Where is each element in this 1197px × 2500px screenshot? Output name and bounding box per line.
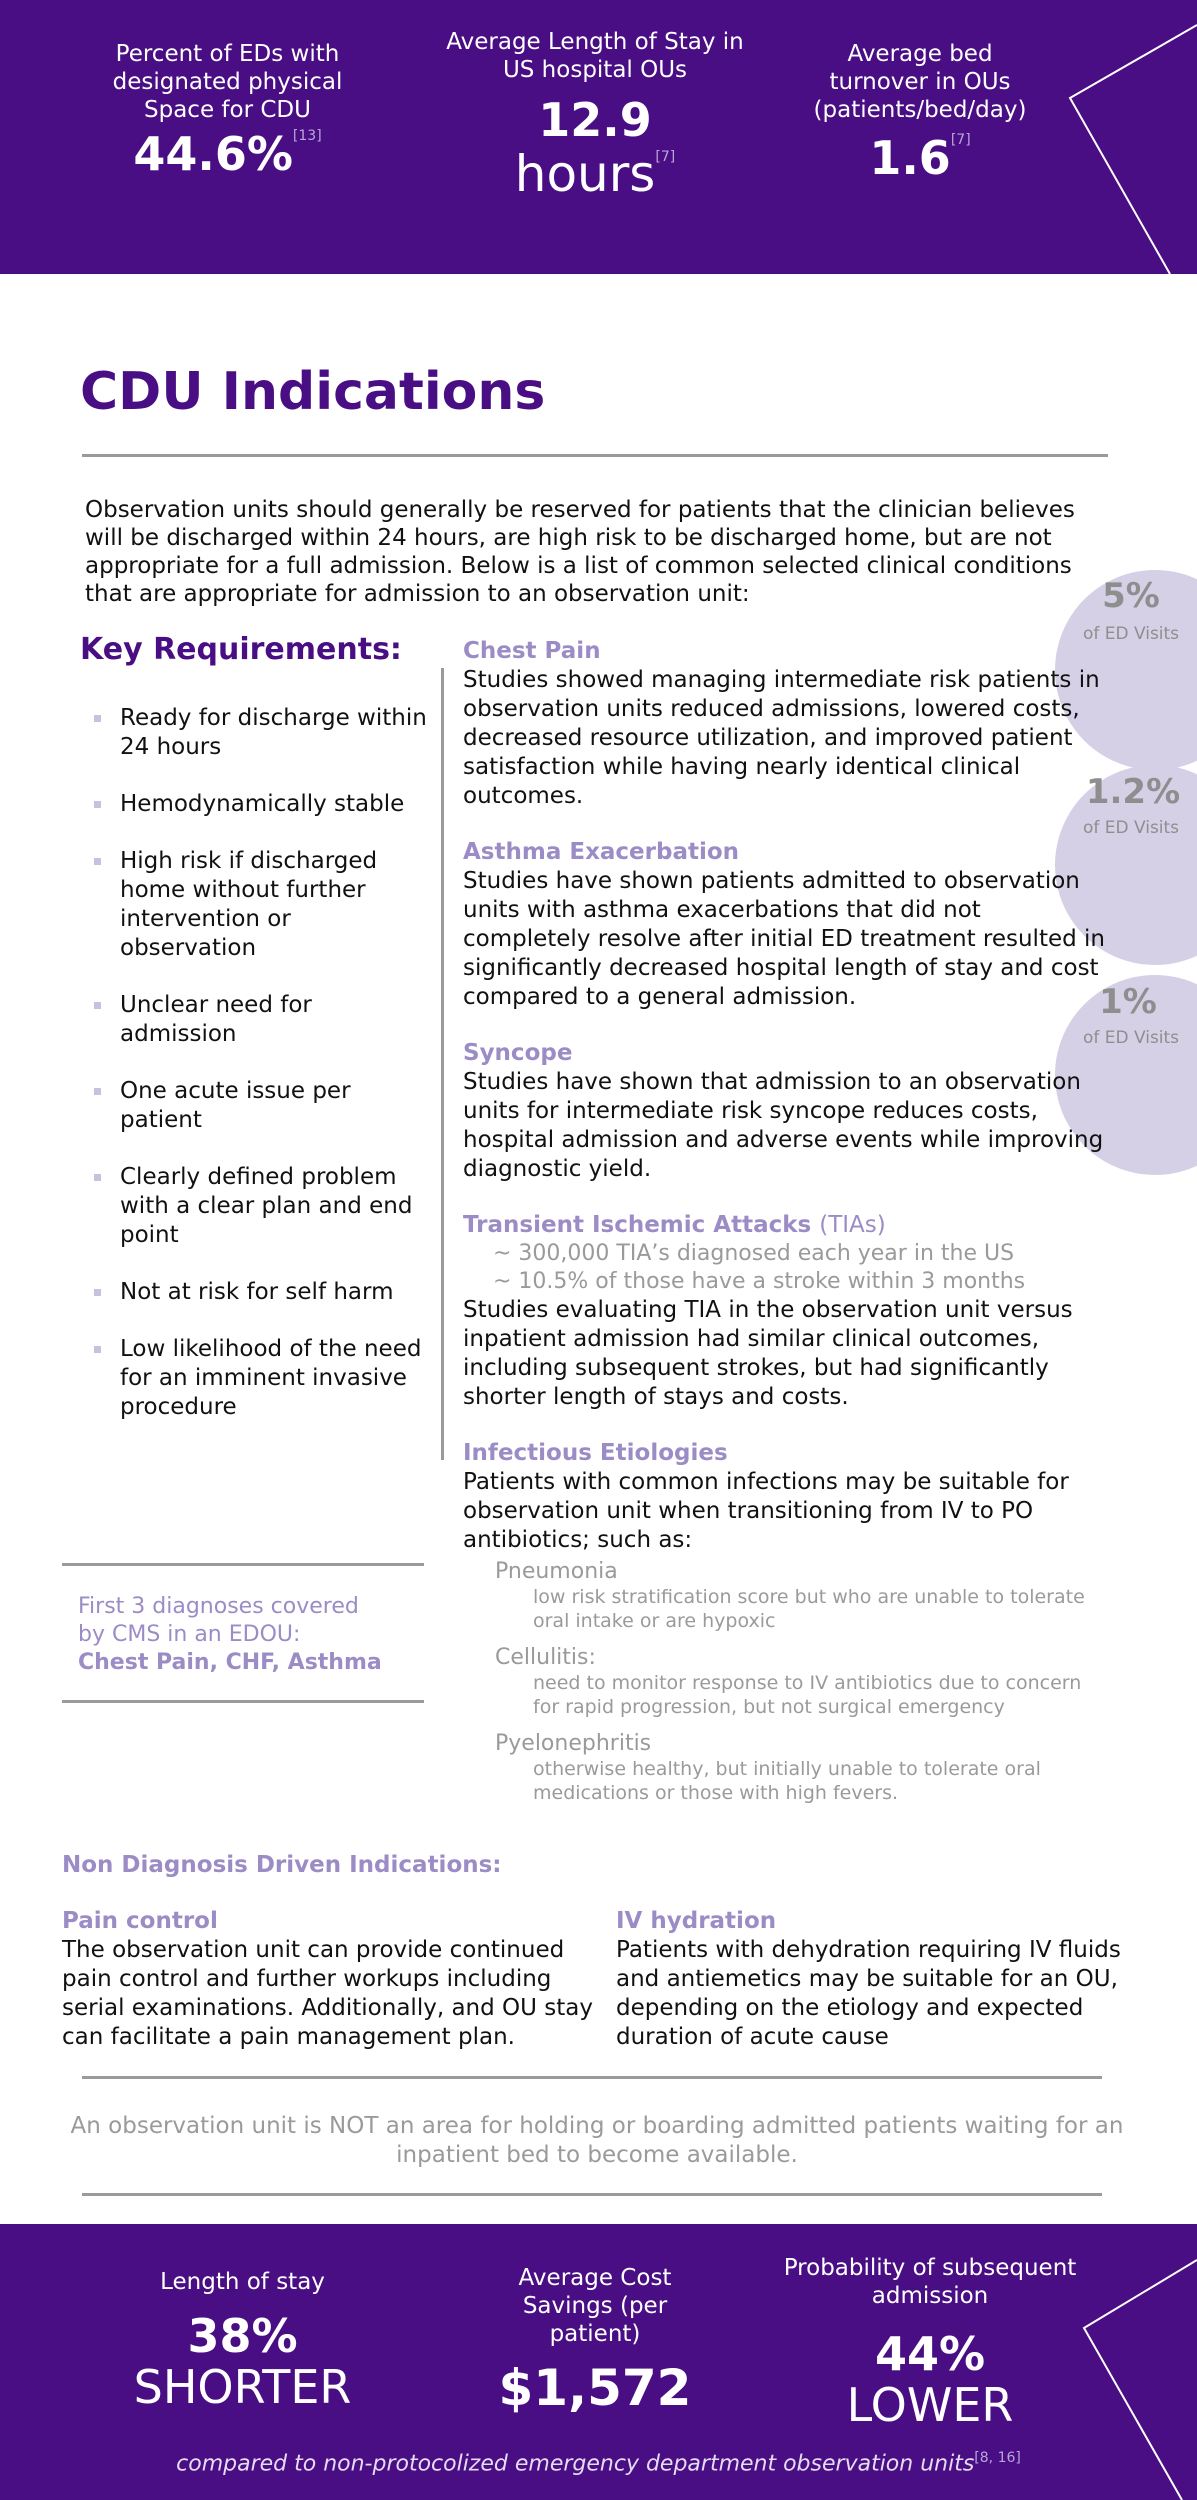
- stat-admission-lower-label: Probability of subsequent admission: [783, 2255, 1077, 2309]
- warning-text: An observation unit is NOT an area for holding or boarding admitted patients waiting for an inpatient bed to become available.: [70, 2113, 1124, 2168]
- requirements-list: [82, 704, 432, 1450]
- asthma-pct: 1.2%: [1085, 772, 1181, 812]
- tia-text: Studies evaluating TIA in the observation unit versus inpatient admission had similar clinical outcomes, including subsequent strokes, but had significantly shorter length of stays and costs.: [463, 1297, 1073, 1410]
- syncope-text: Studies have shown that admission to an observation units for intermediate risk syncope reduces costs, hospital admission and adverse events while improving diagnostic yield.: [463, 1069, 1104, 1182]
- chest-pain-pct-sub: of ED Visits: [1082, 624, 1180, 644]
- footnote-text: compared to non-protocolized emergency department observation units: [176, 2451, 975, 2477]
- iv-hydration-title: IV hydration: [616, 1908, 777, 1934]
- syncope-title: Syncope: [463, 1040, 573, 1066]
- requirement-item: One acute issue per patient: [82, 1077, 432, 1135]
- cms-note: [78, 1593, 428, 1677]
- syncope-pct: 1%: [1099, 982, 1157, 1022]
- stat-cost-savings: [460, 2264, 730, 2417]
- asthma-text: Studies have shown patients admitted to observation units with asthma exacerbations that did not completely resolve after initial ED treatment resulted in significantly decreased hospital length of stay and cost compared to a general admission.: [463, 868, 1105, 1010]
- chest-pain-title: Chest Pain: [463, 638, 601, 664]
- stat-los-shorter-value: 38%: [187, 2309, 298, 2363]
- stat-turnover: [800, 40, 1040, 184]
- page-title: CDU Indications: [80, 362, 546, 422]
- iv-hydration-text: Patients with dehydration requiring IV fluids and antiemetics may be suitable for an OU, depending on the etiology and expected duration of acute cause: [616, 1937, 1121, 2050]
- chest-pain-pct: 5%: [1102, 576, 1160, 616]
- tia-stat-1: ~ 300,000 TIA’s diagnosed each year in the US: [493, 1241, 1015, 1266]
- stat-los-label: Average Length of Stay in US hospital OUs: [446, 29, 744, 83]
- stat-los-shorter: [95, 2268, 390, 2412]
- infectious-title: Infectious Etiologies: [463, 1440, 728, 1466]
- infection-item-desc: need to monitor response to IV antibiotics due to concern for rapid progression, but not surgical emergency: [533, 1672, 1082, 1718]
- stat-admission-lower-value: 44%: [874, 2327, 986, 2381]
- stat-ed-space-label: Percent of EDs with designated physical Space for CDU: [112, 41, 343, 123]
- requirement-item: Not at risk for self harm: [82, 1278, 432, 1307]
- requirement-item: Clearly defined problem with a clear plan and end point: [82, 1163, 432, 1250]
- cms-note-bold: Chest Pain, CHF, Asthma: [78, 1650, 382, 1675]
- warning-bottom-divider: [82, 2193, 1102, 2196]
- stat-los-unit: hours: [514, 145, 656, 203]
- asthma-title: Asthma Exacerbation: [463, 839, 740, 865]
- cms-note-line2: by CMS in an EDOU:: [78, 1622, 301, 1647]
- column-divider: [441, 668, 444, 1460]
- requirement-item: Low likelihood of the need for an imminent invasive procedure: [82, 1335, 432, 1422]
- chest-pain-text: Studies showed managing intermediate risk patients in observation units reduced admissions, lowered costs, decreased resource utilization, and improved patient satisfaction while having nearly identical clinical outcomes.: [463, 667, 1100, 809]
- requirement-item: Hemodynamically stable: [82, 790, 432, 819]
- cms-note-line1: First 3 diagnoses covered: [78, 1594, 359, 1619]
- corner-decoration-icon: [1060, 0, 1197, 274]
- pain-control-title: Pain control: [62, 1908, 218, 1934]
- stat-turnover-label: Average bed turnover in OUs (patients/bed/day): [813, 41, 1027, 123]
- tia-title: [463, 1210, 1113, 1240]
- syncope-pct-sub: of ED Visits: [1082, 1028, 1180, 1048]
- stat-los-ref: [7]: [655, 149, 676, 165]
- requirement-item: High risk if discharged home without further intervention or observation: [82, 847, 432, 963]
- stat-admission-lower-word: LOWER: [846, 2378, 1014, 2432]
- stat-ed-space-value: 44.6%: [133, 127, 293, 181]
- infection-item-name: Pneumonia: [495, 1559, 618, 1584]
- asthma-pct-sub: of ED Visits: [1082, 818, 1180, 838]
- footnote: [0, 2450, 1197, 2476]
- stat-cost-savings-value: $1,572: [498, 2359, 692, 2417]
- infection-item-desc: low risk stratification score but who are unable to tolerate oral intake or are hypoxic: [533, 1586, 1085, 1632]
- pain-control-text: The observation unit can provide continued pain control and further workups including serial examinations. Additionally, and OU stay can facilitate a pain management plan.: [62, 1937, 593, 2050]
- iv-hydration-block: [616, 1906, 1136, 2052]
- bottom-stats-band: [0, 2224, 1197, 2500]
- stat-los-value: 12.9: [538, 93, 652, 147]
- non-diag-title: Non Diagnosis Driven Indications:: [62, 1852, 502, 1878]
- stat-turnover-ref: [7]: [950, 132, 971, 148]
- requirements-title: Key Requirements:: [80, 632, 402, 667]
- infection-item-desc: otherwise healthy, but initially unable to tolerate oral medications or those with high fevers.: [533, 1758, 1041, 1804]
- requirement-item: Unclear need for admission: [82, 991, 432, 1049]
- stat-turnover-value: 1.6: [869, 131, 951, 185]
- intro-paragraph: Observation units should generally be reserved for patients that the clinician believes will be discharged within 24 hours, are high risk to be discharged home, but are not appropriate for a full admission. Below is a list of common selected clinical conditions that are appropriate for admission to an observation unit:: [85, 497, 1075, 607]
- cms-bottom-divider: [62, 1700, 424, 1703]
- tia-abbr: (TIAs): [819, 1212, 886, 1238]
- infection-item-name: Pyelonephritis: [495, 1731, 652, 1756]
- pain-control-block: [62, 1906, 602, 2052]
- infection-item-name: Cellulitis:: [495, 1645, 596, 1670]
- stat-ed-space: [75, 40, 380, 180]
- stat-admission-lower: [780, 2254, 1080, 2430]
- requirement-item: Ready for discharge within 24 hours: [82, 704, 432, 762]
- infection-list: [463, 1559, 1113, 1805]
- top-stats-band: [0, 0, 1197, 274]
- conditions-column: [463, 636, 1113, 1805]
- tia-stat-2: ~ 10.5% of those have a stroke within 3 months: [493, 1269, 1026, 1294]
- infectious-text: Patients with common infections may be suitable for observation unit when transitioning from IV to PO antibiotics; such as:: [463, 1469, 1069, 1553]
- stat-cost-savings-label: Average Cost Savings (per patient): [518, 2265, 672, 2347]
- footnote-ref: [8, 16]: [974, 2450, 1021, 2466]
- stat-los-shorter-word: SHORTER: [133, 2360, 352, 2414]
- cms-top-divider: [62, 1563, 424, 1566]
- title-divider: [82, 454, 1108, 457]
- warning-top-divider: [82, 2076, 1102, 2079]
- stat-los: [440, 28, 750, 202]
- tia-title-text: Transient Ischemic Attacks: [463, 1212, 812, 1238]
- stat-ed-space-ref: [13]: [292, 128, 322, 144]
- stat-los-shorter-label: Length of stay: [160, 2269, 325, 2295]
